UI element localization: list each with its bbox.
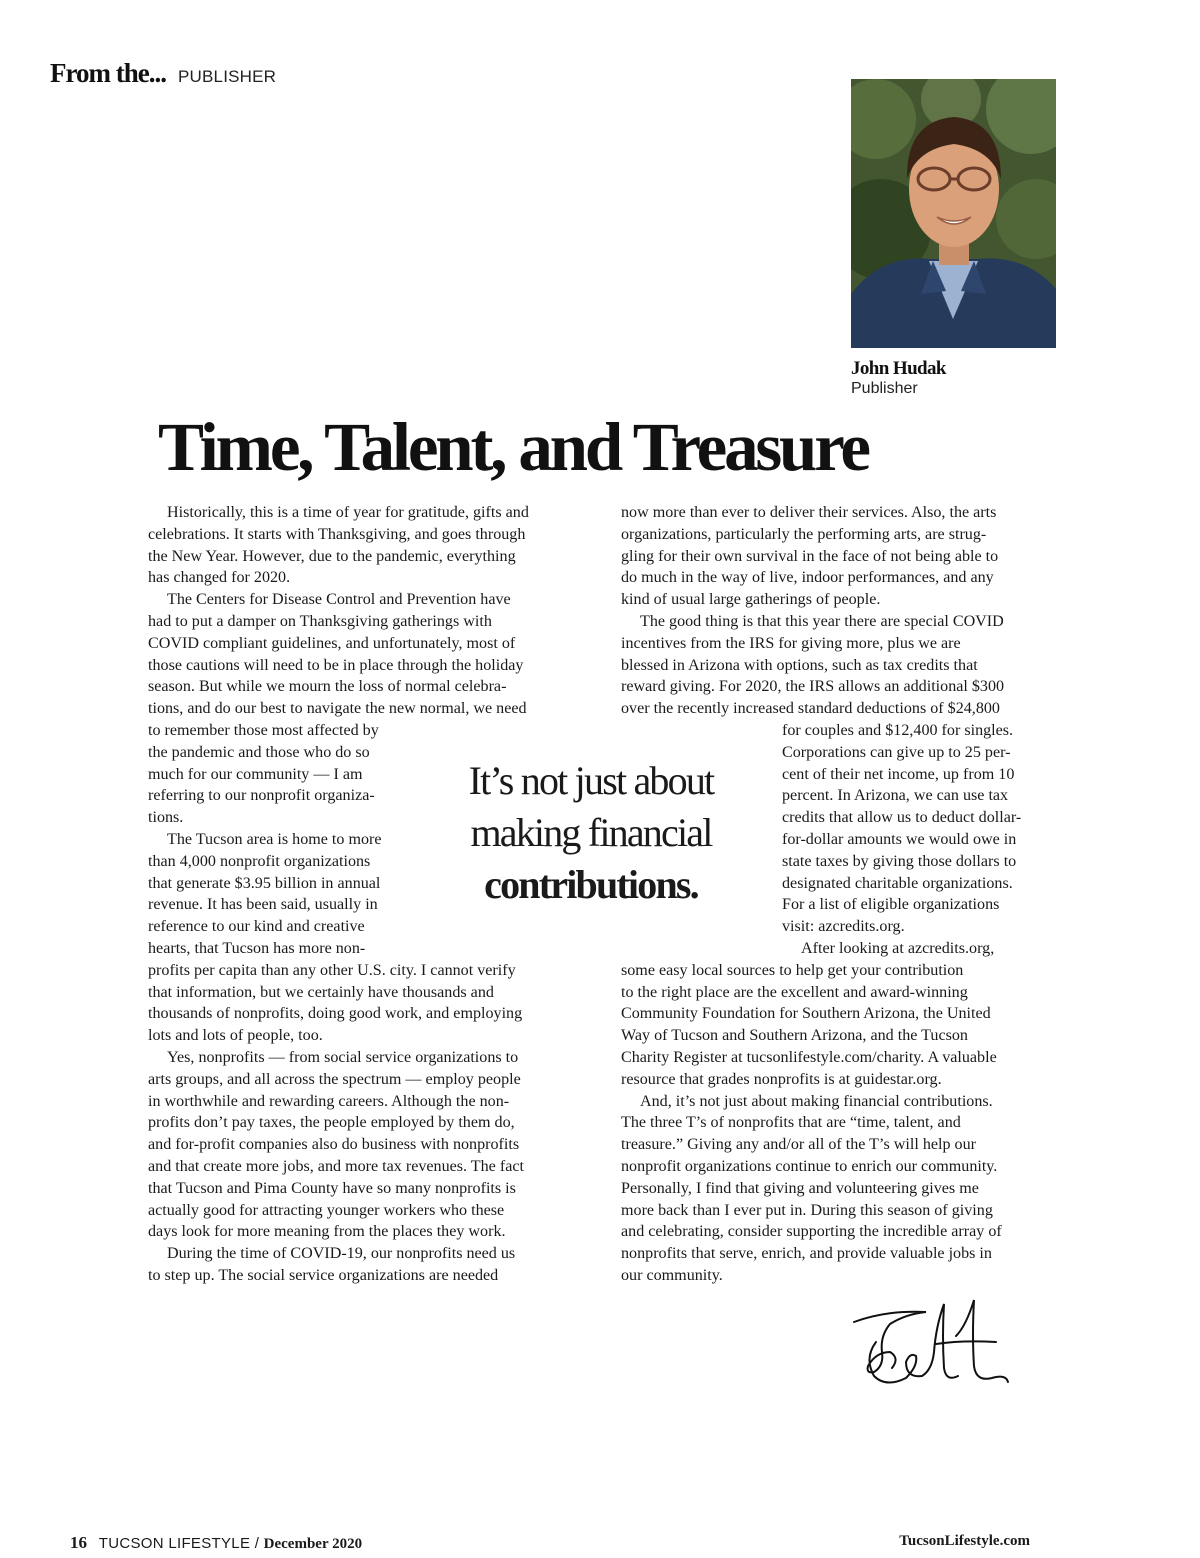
body-line: that information, but we certainly have thousands and (148, 983, 494, 1001)
body-line: Yes, nonprofits — from social service organizations to (167, 1048, 519, 1066)
pull-quote-line: making financial (470, 810, 712, 855)
author-title: Publisher (851, 380, 918, 397)
body-line: Personally, I find that giving and volunteering gives me (621, 1179, 979, 1197)
body-line: to step up. The social service organizations are needed (148, 1266, 499, 1284)
body-line: Charity Register at tucsonlifestyle.com/charity. A valuable (621, 1048, 997, 1066)
body-line: nonprofit organizations continue to enrich our community. (621, 1157, 998, 1175)
body-line: gling for their own survival in the face of not being able to (621, 547, 999, 565)
body-line: days look for more meaning from the places they work. (148, 1223, 506, 1241)
body-line: COVID compliant guidelines, and unfortunately, most of (148, 634, 516, 652)
section-name: PUBLISHER (177, 67, 277, 86)
body-line: percent. In Arizona, we can use tax (782, 787, 1009, 805)
body-line: credits that allow us to deduct dollar- (782, 809, 1022, 827)
body-line: designated charitable organizations. (782, 874, 1013, 892)
body-line: treasure.” Giving any and/or all of the T’s will help our (621, 1136, 977, 1154)
pull-quote-line-emphasis: contributions. (484, 862, 698, 907)
body-line: referring to our nonprofit organiza- (148, 787, 375, 805)
author-name: John Hudak (851, 358, 946, 379)
author-byline (851, 358, 946, 398)
body-line: over the recently increased standard deductions of $24,800 (621, 700, 1000, 718)
body-line: nonprofits that serve, enrich, and provide valuable jobs in (621, 1245, 992, 1263)
body-line: tions. (148, 809, 184, 827)
body-line: the New Year. However, due to the pandemic, everything (148, 547, 516, 565)
body-line: Corporations can give up to 25 per- (782, 743, 1011, 761)
body-line: The three T’s of nonprofits that are “time, talent, and (621, 1114, 961, 1132)
body-line: The Tucson area is home to more (167, 830, 382, 848)
body-line: For a list of eligible organizations (782, 896, 1000, 914)
section-header (50, 58, 276, 89)
body-line: now more than ever to deliver their services. Also, the arts (621, 504, 997, 521)
body-line: incentives from the IRS for giving more, plus we are (621, 634, 961, 652)
footer-publication-info (70, 1533, 362, 1553)
body-line: some easy local sources to help get your contribution (621, 961, 964, 979)
body-line: profits don’t pay taxes, the people employed by them do, (148, 1114, 515, 1132)
body-line: lots and lots of people, too. (148, 1027, 323, 1045)
article-headline: Time, Talent, and Treasure (158, 409, 868, 485)
body-line: organizations, particularly the performing arts, are strug- (621, 525, 987, 543)
body-line: Way of Tucson and Southern Arizona, and the Tucson (621, 1027, 968, 1045)
body-line: to the right place are the excellent and award-winning (621, 983, 968, 1001)
body-line: revenue. It has been said, usually in (148, 896, 378, 914)
body-line: for-dollar amounts we would owe in (782, 830, 1017, 848)
body-line: and for-profit companies also do business with nonprofits (148, 1136, 520, 1154)
magazine-name: TUCSON LIFESTYLE (98, 1535, 251, 1552)
body-line: Historically, this is a time of year for gratitude, gifts and (167, 504, 529, 521)
body-line: kind of usual large gatherings of people. (621, 591, 881, 609)
body-line: than 4,000 nonprofit organizations (148, 852, 371, 870)
body-line: thousands of nonprofits, doing good work, and employing (148, 1005, 523, 1023)
body-line: more back than I ever put in. During this season of giving (621, 1201, 993, 1219)
body-line: celebrations. It starts with Thanksgiving, and goes through (148, 525, 526, 543)
body-line: visit: azcredits.org. (782, 918, 905, 936)
body-line: for couples and $12,400 for singles. (782, 721, 1014, 739)
body-line: reference to our kind and creative (148, 918, 365, 936)
body-line: do much in the way of live, indoor performances, and any (621, 569, 994, 587)
body-line: has changed for 2020. (148, 569, 291, 587)
body-line: blessed in Arizona with options, such as tax credits that (621, 656, 978, 674)
body-line: actually good for attracting younger workers who these (148, 1201, 505, 1219)
body-line: profits per capita than any other U.S. city. I cannot verify (148, 961, 516, 979)
body-line: resource that grades nonprofits is at guidestar.org. (621, 1070, 942, 1088)
section-from-label: From the... (50, 58, 166, 88)
body-line: and celebrating, consider supporting the incredible array of (621, 1223, 1002, 1241)
body-line: state taxes by giving those dollars to (782, 852, 1017, 870)
author-signature (846, 1296, 1012, 1390)
body-line: and that create more jobs, and more tax revenues. The fact (148, 1157, 524, 1175)
body-line: hearts, that Tucson has more non- (148, 939, 366, 957)
body-line: The Centers for Disease Control and Prevention have (167, 591, 511, 609)
body-line: those cautions will need to be in place through the holiday (148, 656, 524, 674)
body-line: to remember those most affected by (148, 721, 379, 739)
body-line: The good thing is that this year there are special COVID (640, 612, 1004, 630)
body-line: arts groups, and all across the spectrum — employ people (148, 1070, 521, 1088)
body-line: much for our community — I am (148, 765, 363, 783)
issue-date: December 2020 (263, 1536, 363, 1552)
body-line: had to put a damper on Thanksgiving gatherings with (148, 612, 492, 630)
body-line: the pandemic and those who do so (148, 743, 370, 761)
footer-separator: / (250, 1535, 264, 1552)
body-line: And, it’s not just about making financial contributions. (640, 1092, 993, 1110)
body-line: season. But while we mourn the loss of normal celebra- (148, 678, 507, 696)
footer-website: TucsonLifestyle.com (899, 1533, 1030, 1549)
body-line: cent of their net income, up from 10 (782, 765, 1015, 783)
author-photo (851, 79, 1056, 348)
pull-quote (434, 755, 748, 911)
body-line: During the time of COVID-19, our nonprofits need us (167, 1245, 516, 1263)
body-line: reward giving. For 2020, the IRS allows an additional $300 (621, 678, 1005, 696)
body-line: our community. (621, 1266, 723, 1284)
pull-quote-line: It’s not just about (468, 758, 714, 803)
body-line: that generate $3.95 billion in annual (148, 874, 381, 892)
page-number: 16 (70, 1533, 87, 1552)
body-line: tions, and do our best to navigate the new normal, we need (148, 700, 527, 718)
body-line: that Tucson and Pima County have so many nonprofits is (148, 1179, 516, 1197)
author-portrait-illustration (851, 79, 1056, 348)
body-line: After looking at azcredits.org, (801, 939, 995, 957)
body-line: Community Foundation for Southern Arizona, the United (621, 1005, 991, 1023)
body-line: in worthwhile and rewarding careers. Although the non- (148, 1092, 510, 1110)
